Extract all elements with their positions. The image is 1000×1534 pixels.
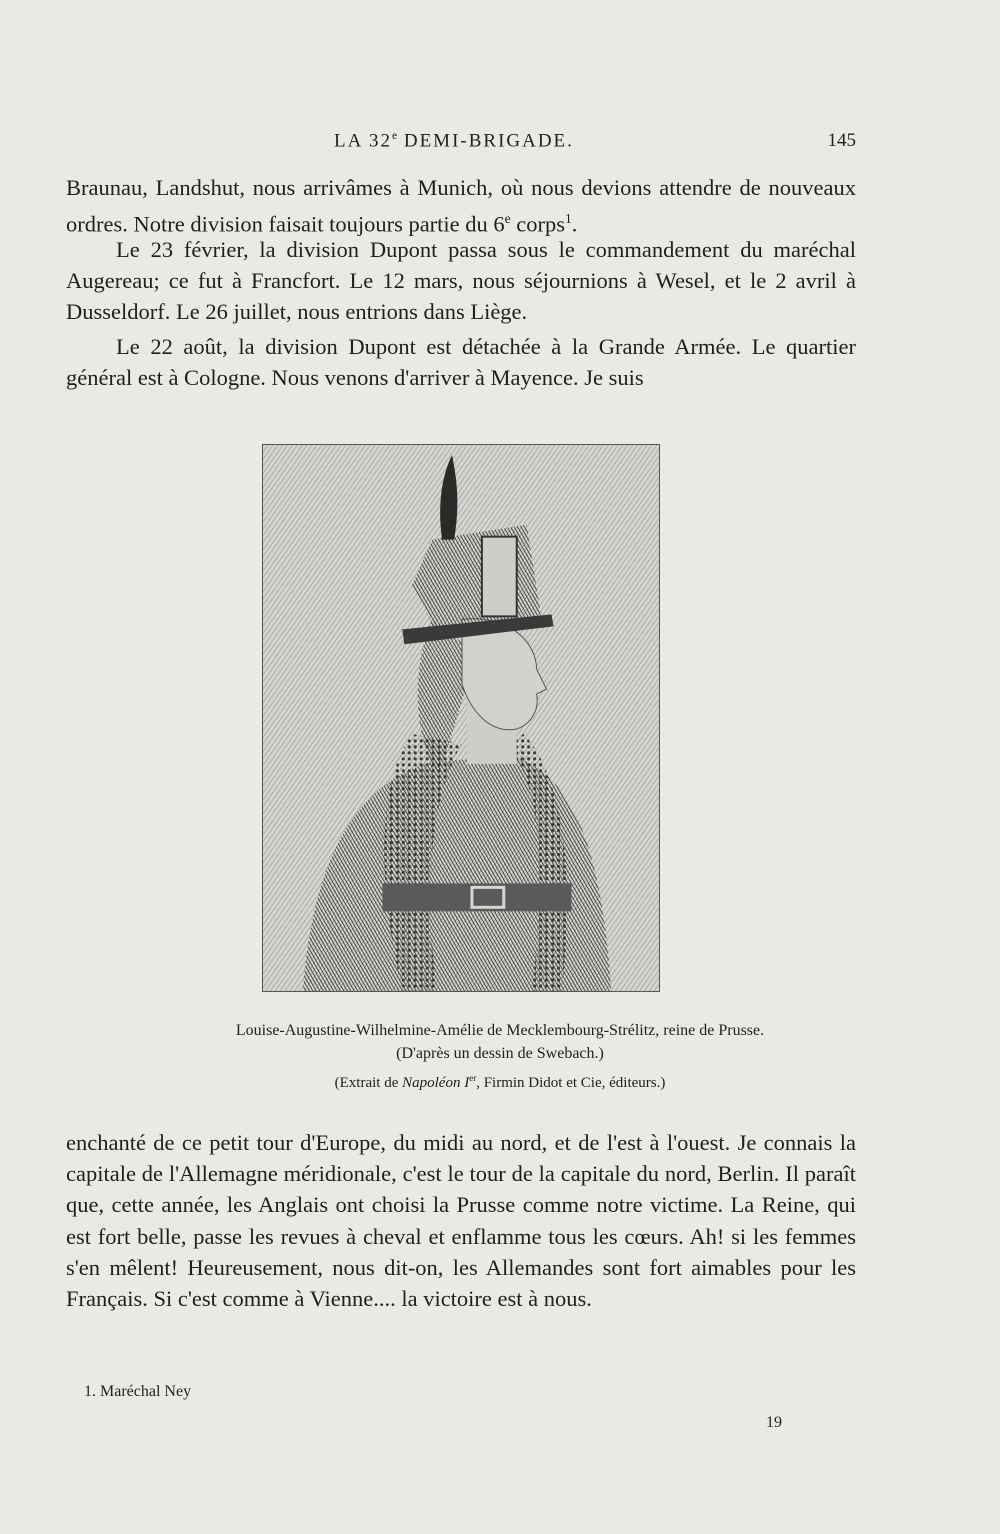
paragraph-4: enchanté de ce petit tour d'Europe, du midi au nord, et de l'est à l'ouest. Je connais la capitale de l'Allemagne méridionale, c'est le tour de la capitale du nord, Berlin. Il paraît que, cette année, les Anglais ont choisi la Prusse comme notre victime. La Reine, qui est fort belle, passe les revues à cheval et enflamme tous les cœurs. Ah! si les femmes s'en mêlent! Heureusement, nous dit-on, les Allemandes sont fort aimables pour les Français. Si c'est comme à Vienne.... la victoire est à nous. bbox=[66, 1130, 856, 1312]
caption-credit: (Extrait de Napoléon Ier, Firmin Didot et Cie, éditeurs.) bbox=[334, 1073, 666, 1091]
portrait-illustration bbox=[263, 445, 659, 991]
portrait-engraving bbox=[262, 444, 660, 992]
paragraph-1: Braunau, Landshut, nous arrivâmes à Munich, où nous devions attendre de nouveaux ordres. Notre division faisait toujours partie du 6e corps$^1$. bbox=[66, 175, 856, 237]
caption-title: Louise-Augustine-Wilhelmine-Amélie de Mecklembourg-Strélitz, reine de Prusse. bbox=[235, 1022, 765, 1039]
running-head bbox=[66, 130, 856, 160]
hat-plate bbox=[482, 537, 517, 617]
signature-mark: 19 bbox=[766, 1414, 782, 1431]
footnote: 1. Maréchal Ney bbox=[84, 1383, 192, 1400]
footnote-marker: 1 bbox=[565, 211, 572, 227]
paragraph-3: Le 22 août, la division Dupont est détachée à la Grande Armée. Le quartier général est à Cologne. Nous venons d'arriver à Mayence. Je suis bbox=[66, 334, 856, 391]
caption-source: (D'après un dessin de Swebach.) bbox=[396, 1045, 604, 1062]
page-number: 145 bbox=[827, 130, 856, 151]
paragraph-2: Le 23 février, la division Dupont passa sous le commandement du maréchal Augereau; ce fut à Francfort. Le 12 mars, nous séjournions à Wesel, et le 2 avril à Dusseldorf. Le 26 juillet, nous entrions dans Liège. bbox=[66, 237, 856, 325]
running-title: LA 32e DEMI-BRIGADE. bbox=[334, 130, 574, 152]
